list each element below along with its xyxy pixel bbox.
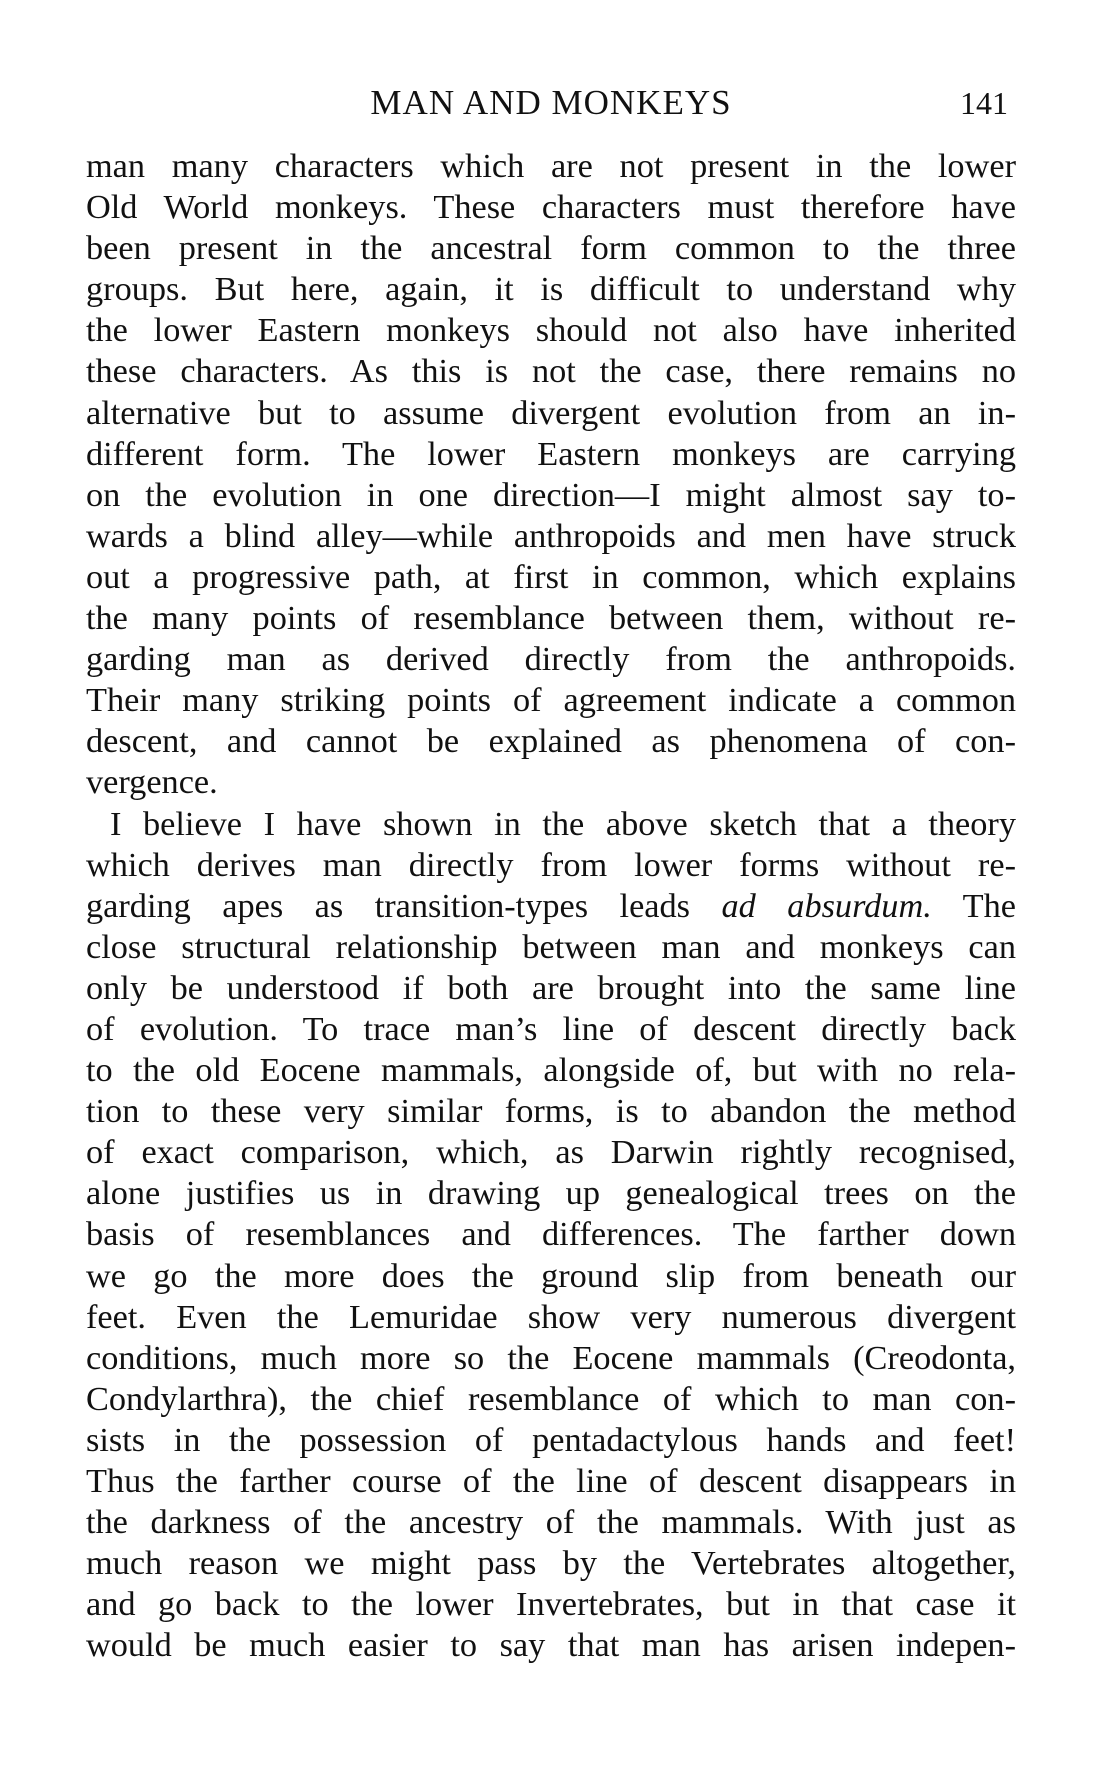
text-line: sists in the possession of pentadactylous hands and feet! — [86, 1420, 1016, 1459]
text-line: basis of resemblances and differences. The farther down — [86, 1215, 1016, 1254]
text-line: I believe I have shown in the above sketch that a theory — [110, 804, 1016, 843]
text-line: the darkness of the ancestry of the mammals. With just as — [86, 1503, 1016, 1542]
text-line: Condylarthra), the chief resemblance of which to man con- — [86, 1379, 1016, 1418]
text-line: of evolution. To trace man’s line of descent directly back — [86, 1009, 1016, 1048]
text-line: vergence. — [86, 763, 218, 802]
text-line: alone justifies us in drawing up genealogical trees on the — [86, 1174, 1016, 1213]
page-number: 141 — [960, 85, 1008, 121]
text-line: Old World monkeys. These characters must therefore have — [86, 188, 1016, 227]
text-line: of exact comparison, which, as Darwin rightly recognised, — [86, 1133, 1016, 1172]
text-line: the lower Eastern monkeys should not also have inherited — [86, 311, 1016, 350]
text-line: groups. But here, again, it is difficult to understand why — [86, 270, 1016, 309]
running-head — [86, 78, 1016, 128]
text-line: Their many striking points of agreement indicate a common — [86, 681, 1016, 720]
text-line: Thus the farther course of the line of descent disappears in — [86, 1462, 1016, 1500]
text-line: out a progressive path, at first in common, which explains — [86, 557, 1016, 596]
text-line: the many points of resemblance between them, without re- — [86, 599, 1016, 638]
text-line: wards a blind alley—while anthropoids and men have struck — [86, 516, 1016, 555]
text-line: feet. Even the Lemuridae show very numerous divergent — [86, 1297, 1016, 1336]
text-line: conditions, much more so the Eocene mammals (Creodonta, — [86, 1338, 1016, 1377]
text-line-with-italic — [86, 886, 1016, 927]
text-line: alternative but to assume divergent evolution from an in- — [86, 393, 1016, 432]
text-line: much reason we might pass by the Vertebrates altogether, — [86, 1544, 1016, 1583]
text-segment: The — [931, 886, 1016, 925]
italic-phrase: ad absurdum. — [721, 886, 932, 925]
text-line: different form. The lower Eastern monkeys are carrying — [86, 434, 1016, 473]
text-line: descent, and cannot be explained as phenomena of con- — [86, 722, 1016, 761]
text-line: been present in the ancestral form common to the three — [86, 229, 1016, 268]
text-line: these characters. As this is not the case, there remains no — [86, 352, 1016, 391]
text-line: we go the more does the ground slip from beneath our — [86, 1256, 1016, 1295]
text-line: only be understood if both are brought into the same line — [86, 968, 1016, 1007]
text-line: which derives man directly from lower forms without re- — [86, 845, 1016, 884]
paragraph-2 — [86, 804, 1016, 1667]
text-line: would be much easier to say that man has arisen indepen- — [86, 1626, 1016, 1665]
text-line: garding man as derived directly from the anthropoids. — [86, 640, 1016, 679]
page-title: MAN AND MONKEYS — [370, 83, 732, 122]
text-line: close structural relationship between man and monkeys can — [86, 927, 1016, 966]
body-text — [86, 146, 1016, 1666]
text-line: and go back to the lower Invertebrates, but in that case it — [86, 1585, 1016, 1624]
text-line: tion to these very similar forms, is to abandon the method — [86, 1092, 1016, 1131]
text-line: to the old Eocene mammals, alongside of, but with no rela- — [86, 1051, 1016, 1090]
text-line: man many characters which are not present in the lower — [86, 147, 1016, 185]
paragraph-1 — [86, 146, 1016, 804]
text-segment: garding apes as transition-types leads — [86, 886, 722, 925]
text-line: on the evolution in one direction—I might almost say to- — [86, 475, 1016, 514]
